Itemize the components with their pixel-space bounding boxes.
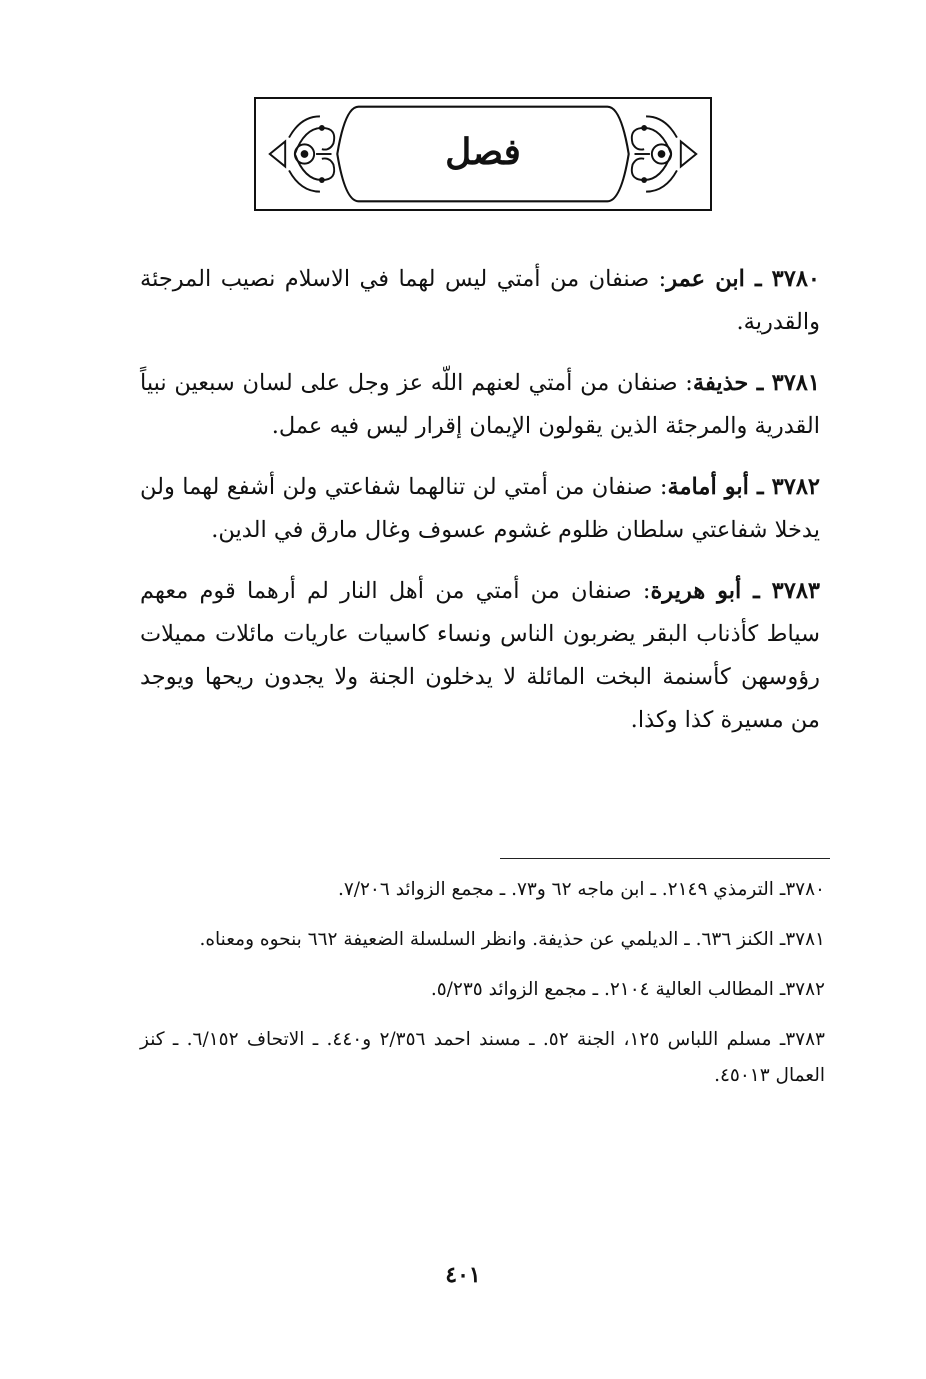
narrator-name: أبو هريرة xyxy=(650,578,742,604)
page-number: ٤٠١ xyxy=(445,1262,481,1288)
narrator-name: ابن عمر xyxy=(666,266,745,292)
narrator-name: أبو أمامة xyxy=(667,474,749,500)
hadith-entry xyxy=(140,466,820,552)
entry-number: ٣٧٨٣ xyxy=(771,578,821,604)
footnotes xyxy=(140,872,825,1108)
entry-text: : صنفان من أمتي من أهل النار لم أرهما قوم معهم سياط كأذناب البقر يضربون الناس ونساء كاسيات عاريات مائلات مميلات رؤوسهن كأسنمة البخت المائلة لا يدخلون الجنة ولا يجدون ريحها ويوجد من مسيرة كذا وكذا. xyxy=(140,578,820,733)
entry-number: ٣٧٨١ xyxy=(771,370,820,396)
hadith-entry xyxy=(140,362,820,448)
footnote: ٣٧٨١ـ الكنز ٦٣٦. ـ الديلمي عن حذيفة. وانظر السلسلة الضعيفة ٦٦٢ بنحوه ومعناه. xyxy=(199,929,825,950)
hadith-entry xyxy=(140,258,820,344)
entry-text: : صنفان من أمتي ليس لهما في الاسلام نصيب المرجئة والقدرية. xyxy=(140,266,820,335)
entry-number: ٣٧٨٠ xyxy=(771,266,820,292)
narrator-name: حذيفة xyxy=(692,370,749,396)
section-header-frame xyxy=(254,97,712,211)
hadith-list xyxy=(140,258,820,760)
entry-text: : صنفان من أمتي لن تنالهما شفاعتي ولن أشفع لهما ولن يدخلا شفاعتي سلطان ظلوم غشوم عسوف وغال مارق في الدين. xyxy=(140,474,820,543)
entry-separator: ـ xyxy=(748,370,772,396)
section-title: فصل xyxy=(445,131,521,173)
entry-separator: ـ xyxy=(741,578,772,604)
footnote-divider xyxy=(500,858,830,859)
hadith-entry xyxy=(140,570,820,742)
entry-separator: ـ xyxy=(744,266,772,292)
entry-separator: ـ xyxy=(748,474,772,500)
entry-number: ٣٧٨٢ xyxy=(771,474,820,500)
footnote: ٣٧٨٠ـ الترمذي ٢١٤٩. ـ ابن ماجه ٦٢ و٧٣. ـ مجمع الزوائد ٧/٢٠٦. xyxy=(337,879,825,900)
entry-text: : صنفان من أمتي لعنهم اللّه عز وجل على لسان سبعين نبياً القدرية والمرجئة الذين يقولون الإيمان إقرار ليس فيه عمل. xyxy=(140,370,820,439)
footnote: ٣٧٨٢ـ المطالب العالية ٢١٠٤. ـ مجمع الزوائد ٥/٢٣٥. xyxy=(430,979,825,1000)
footnote: ٣٧٨٣ـ مسلم اللباس ١٢٥، الجنة ٥٢. ـ مسند احمد ٢/٣٥٦ و٤٤٠. ـ الاتحاف ٦/١٥٢. ـ كنز العمال ٤٥٠١٣. xyxy=(140,1029,825,1086)
